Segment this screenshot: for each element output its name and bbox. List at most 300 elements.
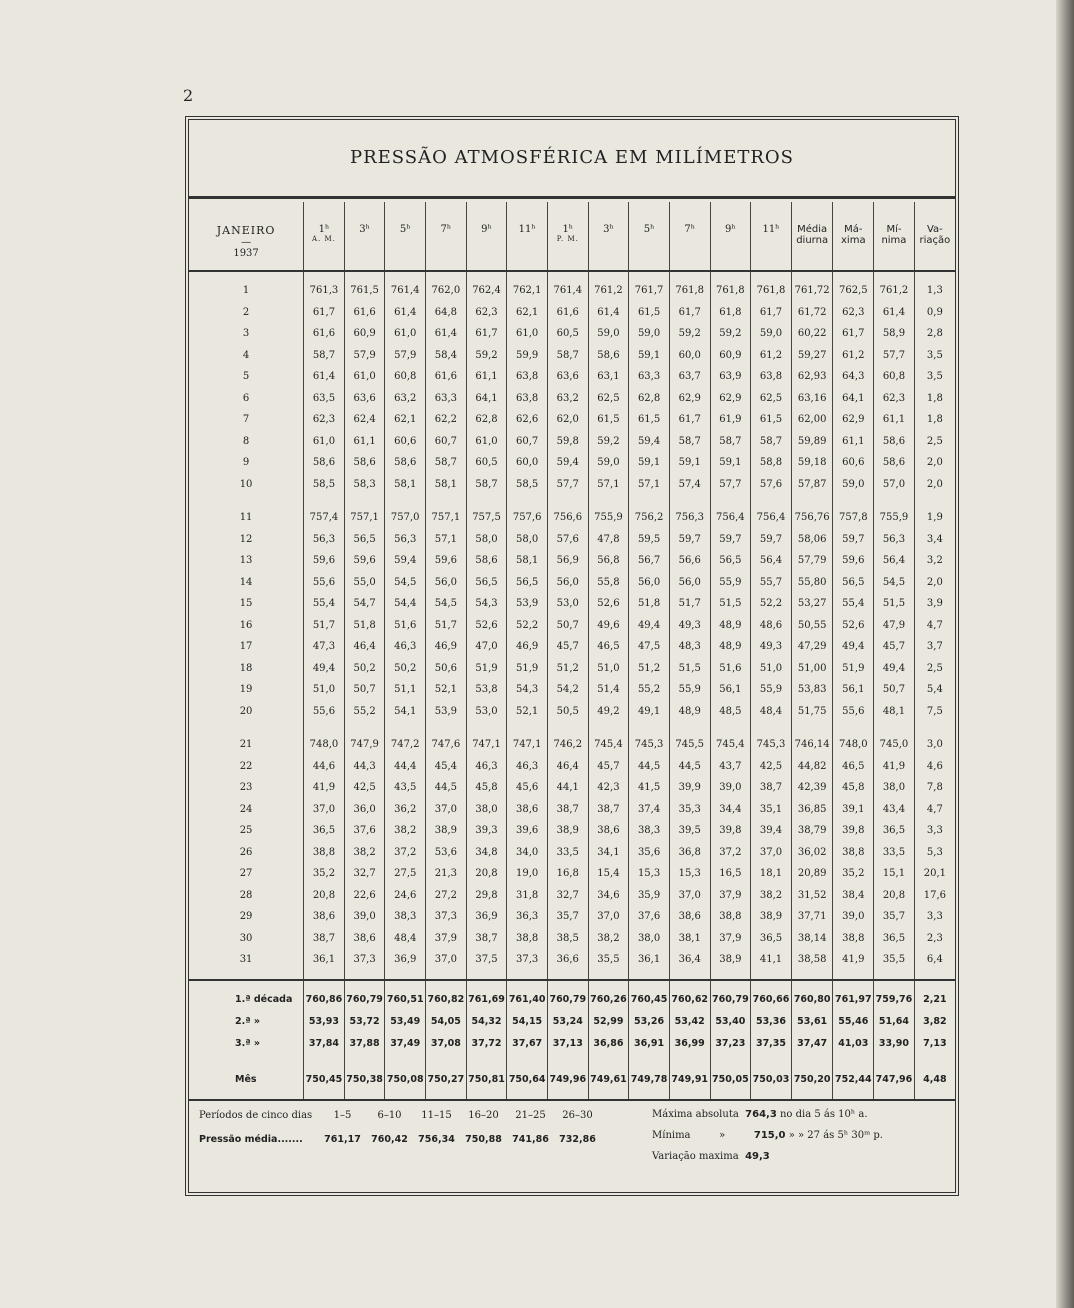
table-cell: 59,1 [629, 345, 670, 367]
table-cell: 60,6 [833, 452, 874, 474]
table-cell: 58,6 [874, 431, 915, 453]
spacer-cell [588, 271, 629, 280]
table-cell: 61,0 [466, 431, 507, 453]
table-cell: 64,1 [466, 388, 507, 410]
spacer-cell [547, 971, 588, 980]
column-header-sub: diurna [796, 235, 829, 246]
period-mean-pressure: 750,88 [465, 1134, 502, 1145]
day-row [189, 701, 955, 723]
table-cell: 55,6 [304, 572, 345, 594]
row-label: 3 [242, 328, 250, 340]
table-cell: 60,7 [426, 431, 467, 453]
table-cell: 31,8 [507, 885, 548, 907]
period-mean-pressure: 761,17 [324, 1134, 361, 1145]
table-cell: 745,5 [669, 734, 710, 756]
table-cell: 49,2 [588, 701, 629, 723]
table-cell: 57,0 [874, 474, 915, 496]
table-cell: 61,0 [385, 323, 426, 345]
table-cell: 39,3 [466, 820, 507, 842]
table-cell: 38,9 [710, 949, 751, 971]
spacer-cell [426, 971, 467, 980]
table-cell: 37,9 [710, 928, 751, 950]
table-cell: 31,52 [791, 885, 833, 907]
table-cell: 59,4 [385, 550, 426, 572]
table-cell: 59,8 [547, 431, 588, 453]
spacer-row [189, 971, 955, 980]
day-row [189, 615, 955, 637]
table-cell: 53,9 [426, 701, 467, 723]
table-cell: 36,91 [629, 1033, 670, 1055]
table-cell: 56,5 [833, 572, 874, 594]
day-row [189, 550, 955, 572]
table-cell: 38,8 [304, 842, 345, 864]
table-cell: 749,78 [629, 1069, 670, 1091]
table-cell: 3,2 [914, 550, 955, 572]
table-cell: 56,5 [344, 529, 385, 551]
spacer-cell [304, 722, 345, 734]
table-cell: 62,1 [385, 409, 426, 431]
table-cell: 48,1 [874, 701, 915, 723]
table-cell: 748,0 [304, 734, 345, 756]
table-cell: 38,4 [833, 885, 874, 907]
table-cell: 57,1 [629, 474, 670, 496]
spacer-cell [710, 1055, 751, 1069]
table-cell: 37,13 [547, 1033, 588, 1055]
row-label: 4 [242, 349, 250, 361]
table-cell: 57,7 [710, 474, 751, 496]
table-cell: 53,8 [466, 679, 507, 701]
table-cell: 36,86 [588, 1033, 629, 1055]
spacer-cell [751, 722, 792, 734]
column-header-label: 1ʰ [562, 224, 574, 235]
table-cell: 51,64 [874, 1011, 915, 1033]
table-cell: 60,8 [874, 366, 915, 388]
table-cell: 35,7 [874, 906, 915, 928]
table-cell: 2,0 [914, 452, 955, 474]
day-row [189, 302, 955, 324]
table-cell: 58,1 [426, 474, 467, 496]
table-cell: 63,3 [426, 388, 467, 410]
column-header [751, 202, 792, 271]
table-cell: 51,1 [385, 679, 426, 701]
row-label: 20 [239, 705, 253, 717]
table-cell: 56,5 [466, 572, 507, 594]
table-cell: 56,4 [751, 550, 792, 572]
table-cell: 61,1 [874, 409, 915, 431]
column-header-label: 1ʰ [318, 224, 330, 235]
table-cell: 42,3 [588, 777, 629, 799]
table-cell: 61,0 [507, 323, 548, 345]
table-cell: 61,7 [669, 302, 710, 324]
table-cell: 49,1 [629, 701, 670, 723]
spacer-cell [385, 971, 426, 980]
spacer-cell [791, 495, 833, 507]
table-cell: 52,6 [588, 593, 629, 615]
spacer-cell [833, 722, 874, 734]
table-cell: 750,03 [751, 1069, 792, 1091]
spacer-row [189, 495, 955, 507]
page-number: 2 [183, 86, 194, 105]
table-cell: 38,8 [507, 928, 548, 950]
table-cell: 745,4 [710, 734, 751, 756]
extremes-block [652, 1104, 883, 1167]
spacer-cell [466, 1091, 507, 1100]
table-cell: 750,64 [507, 1069, 548, 1091]
row-label: 21 [239, 739, 253, 751]
table-cell: 60,8 [385, 366, 426, 388]
table-cell: 761,8 [669, 280, 710, 302]
table-cell: 55,6 [833, 701, 874, 723]
variation-line [652, 1146, 883, 1167]
table-cell: 757,1 [344, 507, 385, 529]
table-cell: 34,8 [466, 842, 507, 864]
table-cell: 41,9 [304, 777, 345, 799]
table-cell: 54,3 [466, 593, 507, 615]
table-cell: 58,6 [588, 345, 629, 367]
table-cell: 56,6 [669, 550, 710, 572]
row-label: 2.ª » [235, 1016, 261, 1027]
table-cell: 38,8 [710, 906, 751, 928]
table-cell: 4,48 [914, 1069, 955, 1091]
period-range: 21–25 [515, 1110, 546, 1121]
table-cell: 752,44 [833, 1069, 874, 1091]
table-cell: 61,72 [791, 302, 833, 324]
table-cell: 56,5 [507, 572, 548, 594]
table-cell: 2,0 [914, 474, 955, 496]
spacer-cell [669, 1091, 710, 1100]
spacer-cell [547, 1055, 588, 1069]
row-label: 27 [239, 868, 253, 880]
table-cell: 37,35 [751, 1033, 792, 1055]
table-cell: 36,1 [629, 949, 670, 971]
spacer-cell [466, 1055, 507, 1069]
row-label: 13 [239, 555, 253, 567]
table-cell: 747,1 [507, 734, 548, 756]
table-cell: 62,93 [791, 366, 833, 388]
table-cell: 38,0 [874, 777, 915, 799]
table-cell: 4,6 [914, 756, 955, 778]
table-cell: 46,4 [547, 756, 588, 778]
table-cell: 49,6 [588, 615, 629, 637]
table-cell: 55,8 [588, 572, 629, 594]
table-cell: 37,0 [669, 885, 710, 907]
spacer-cell [588, 495, 629, 507]
table-cell: 36,85 [791, 799, 833, 821]
row-label: 10 [239, 478, 253, 490]
table-cell: 44,6 [304, 756, 345, 778]
table-cell: 58,7 [751, 431, 792, 453]
table-cell: 38,7 [466, 928, 507, 950]
table-cell: 58,6 [344, 452, 385, 474]
day-row [189, 409, 955, 431]
table-cell: 37,08 [426, 1033, 467, 1055]
row-label: 19 [239, 684, 253, 696]
day-row [189, 366, 955, 388]
table-cell: 757,0 [385, 507, 426, 529]
table-cell: 59,0 [833, 474, 874, 496]
periods-row [199, 1110, 601, 1134]
table-cell: 15,4 [588, 863, 629, 885]
table-cell: 18,1 [751, 863, 792, 885]
column-header-sub: P. M. [556, 235, 579, 243]
period-range: 1–5 [333, 1110, 352, 1121]
table-cell: 57,1 [426, 529, 467, 551]
column-header [914, 202, 955, 271]
spacer-cell [791, 971, 833, 980]
table-cell: 749,91 [669, 1069, 710, 1091]
spacer-cell [466, 495, 507, 507]
spacer-cell [304, 980, 345, 989]
table-cell: 15,3 [629, 863, 670, 885]
table-cell: 38,7 [751, 777, 792, 799]
column-header-label: 7ʰ [684, 224, 696, 235]
table-cell: 47,0 [466, 636, 507, 658]
table-cell: 35,2 [304, 863, 345, 885]
period-mean-pressure: 756,34 [418, 1134, 455, 1145]
spacer-cell [507, 971, 548, 980]
table-cell: 761,72 [791, 280, 833, 302]
day-row [189, 345, 955, 367]
table-cell: 1,3 [914, 280, 955, 302]
table-cell: 59,4 [547, 452, 588, 474]
spacer-cell [874, 1091, 915, 1100]
table-cell: 61,0 [344, 366, 385, 388]
table-cell: 51,9 [507, 658, 548, 680]
min-label: Mínima [652, 1130, 691, 1141]
day-row [189, 572, 955, 594]
spacer-cell [547, 271, 588, 280]
table-cell: 41,5 [629, 777, 670, 799]
table-cell: 58,1 [507, 550, 548, 572]
column-header-label: 3ʰ [603, 224, 614, 235]
table-cell: 36,9 [466, 906, 507, 928]
table-cell: 56,0 [547, 572, 588, 594]
spacer-cell [304, 495, 345, 507]
table-cell: 61,5 [629, 302, 670, 324]
spacer-cell [710, 722, 751, 734]
table-cell: 56,3 [874, 529, 915, 551]
table-cell: 39,1 [833, 799, 874, 821]
table-cell: 57,9 [344, 345, 385, 367]
table-cell: 61,4 [304, 366, 345, 388]
table-cell: 756,76 [791, 507, 833, 529]
table-cell: 17,6 [914, 885, 955, 907]
five-day-periods [199, 1110, 601, 1158]
spacer-cell [833, 1055, 874, 1069]
table-cell: 51,0 [751, 658, 792, 680]
table-cell: 761,7 [629, 280, 670, 302]
table-cell: 63,8 [507, 366, 548, 388]
table-cell: 51,2 [547, 658, 588, 680]
table-cell: 61,7 [304, 302, 345, 324]
table-cell: 39,4 [751, 820, 792, 842]
table-cell: 60,0 [669, 345, 710, 367]
table-cell: 56,3 [304, 529, 345, 551]
day-row [189, 820, 955, 842]
table-cell: 34,4 [710, 799, 751, 821]
day-row [189, 756, 955, 778]
table-cell: 54,4 [385, 593, 426, 615]
table-cell: 55,4 [833, 593, 874, 615]
table-cell: 37,6 [344, 820, 385, 842]
table-cell: 59,0 [751, 323, 792, 345]
table-cell: 21,3 [426, 863, 467, 885]
table-cell: 59,2 [710, 323, 751, 345]
spacer-row [189, 271, 955, 280]
table-cell: 62,5 [588, 388, 629, 410]
table-cell: 47,3 [304, 636, 345, 658]
spacer-cell [189, 1055, 304, 1069]
period-mean-pressure: 741,86 [512, 1134, 549, 1145]
spacer-cell [304, 1055, 345, 1069]
table-cell: 58,6 [874, 452, 915, 474]
table-cell: 762,0 [426, 280, 467, 302]
table-cell: 55,9 [669, 679, 710, 701]
table-cell: 761,8 [710, 280, 751, 302]
table-cell: 58,8 [751, 452, 792, 474]
table-cell: 57,7 [547, 474, 588, 496]
table-cell: 61,4 [588, 302, 629, 324]
table-cell: 59,0 [588, 452, 629, 474]
column-header-sub: nima [881, 235, 907, 246]
table-cell: 41,9 [874, 756, 915, 778]
table-cell: 61,6 [547, 302, 588, 324]
table-cell: 39,6 [507, 820, 548, 842]
table-cell: 54,5 [874, 572, 915, 594]
table-cell: 51,5 [710, 593, 751, 615]
table-cell: 20,1 [914, 863, 955, 885]
table-cell: 62,3 [466, 302, 507, 324]
table-frame [185, 116, 959, 1196]
spacer-cell [833, 971, 874, 980]
table-cell: 42,39 [791, 777, 833, 799]
table-cell: 57,6 [751, 474, 792, 496]
spacer-cell [385, 980, 426, 989]
table-cell: 15,1 [874, 863, 915, 885]
table-cell: 59,6 [344, 550, 385, 572]
table-cell: 61,6 [426, 366, 467, 388]
table-cell: 36,0 [344, 799, 385, 821]
table-cell: 58,7 [466, 474, 507, 496]
pressure-table [189, 202, 955, 1101]
spacer-cell [669, 495, 710, 507]
table-cell: 760,80 [791, 989, 833, 1011]
row-label: 9 [242, 457, 250, 469]
mean-pressure-label: Pressão média....... [199, 1134, 303, 1145]
spacer-cell [751, 980, 792, 989]
table-cell: 41,1 [751, 949, 792, 971]
table-cell: 62,8 [629, 388, 670, 410]
table-cell: 61,2 [833, 345, 874, 367]
table-cell: 51,75 [791, 701, 833, 723]
column-header-label: 5ʰ [643, 224, 655, 235]
row-label: 22 [239, 760, 253, 772]
spacer-cell [304, 271, 345, 280]
table-cell: 35,5 [588, 949, 629, 971]
table-cell: 7,5 [914, 701, 955, 723]
table-cell: 58,9 [874, 323, 915, 345]
spacer-cell [914, 495, 955, 507]
table-cell: 760,45 [629, 989, 670, 1011]
table-cell: 46,5 [833, 756, 874, 778]
spacer-cell [189, 495, 304, 507]
spacer-cell [751, 495, 792, 507]
table-cell: 64,8 [426, 302, 467, 324]
column-header [547, 202, 588, 271]
spacer-cell [874, 971, 915, 980]
column-header [588, 202, 629, 271]
table-cell: 39,9 [669, 777, 710, 799]
table-cell: 760,79 [710, 989, 751, 1011]
table-cell: 761,4 [385, 280, 426, 302]
day-row [189, 280, 955, 302]
column-header [629, 202, 670, 271]
table-cell: 1,8 [914, 388, 955, 410]
table-cell: 36,99 [669, 1033, 710, 1055]
spacer-cell [344, 271, 385, 280]
table-cell: 63,16 [791, 388, 833, 410]
table-cell: 4,7 [914, 615, 955, 637]
table-cell: 37,0 [304, 799, 345, 821]
table-cell: 61,1 [344, 431, 385, 453]
spacer-cell [791, 1055, 833, 1069]
table-cell: 62,00 [791, 409, 833, 431]
table-cell: 58,1 [385, 474, 426, 496]
table-cell: 750,27 [426, 1069, 467, 1091]
table-cell: 757,8 [833, 507, 874, 529]
spacer-cell [791, 980, 833, 989]
table-cell: 50,2 [344, 658, 385, 680]
table-cell: 755,9 [874, 507, 915, 529]
var-label: Variação maxima [652, 1151, 739, 1162]
table-cell: 749,96 [547, 1069, 588, 1091]
table-cell: 53,83 [791, 679, 833, 701]
spacer-cell [466, 271, 507, 280]
table-cell: 37,5 [466, 949, 507, 971]
spacer-cell [791, 722, 833, 734]
spacer-cell [710, 980, 751, 989]
table-cell: 38,8 [833, 928, 874, 950]
table-cell: 63,6 [547, 366, 588, 388]
column-header-label: 11ʰ [518, 224, 536, 235]
table-cell: 61,8 [710, 302, 751, 324]
table-cell: 53,9 [507, 593, 548, 615]
table-cell: 32,7 [547, 885, 588, 907]
table-cell: 47,9 [874, 615, 915, 637]
table-cell: 35,3 [669, 799, 710, 821]
table-cell: 35,2 [833, 863, 874, 885]
table-cell: 53,61 [791, 1011, 833, 1033]
month-label: JANEIRO [216, 224, 276, 237]
table-cell: 48,4 [385, 928, 426, 950]
day-row [189, 863, 955, 885]
table-cell: 61,7 [466, 323, 507, 345]
table-cell: 37,0 [588, 906, 629, 928]
spacer-cell [874, 1055, 915, 1069]
table-cell: 2,5 [914, 431, 955, 453]
spacer-cell [547, 722, 588, 734]
table-cell: 38,8 [833, 842, 874, 864]
table-cell: 53,24 [547, 1011, 588, 1033]
table-cell: 58,7 [669, 431, 710, 453]
spacer-cell [466, 971, 507, 980]
table-cell: 757,1 [426, 507, 467, 529]
table-cell: 62,3 [304, 409, 345, 431]
table-cell: 59,0 [629, 323, 670, 345]
table-cell: 38,3 [385, 906, 426, 928]
table-cell: 38,9 [426, 820, 467, 842]
table-cell: 747,6 [426, 734, 467, 756]
